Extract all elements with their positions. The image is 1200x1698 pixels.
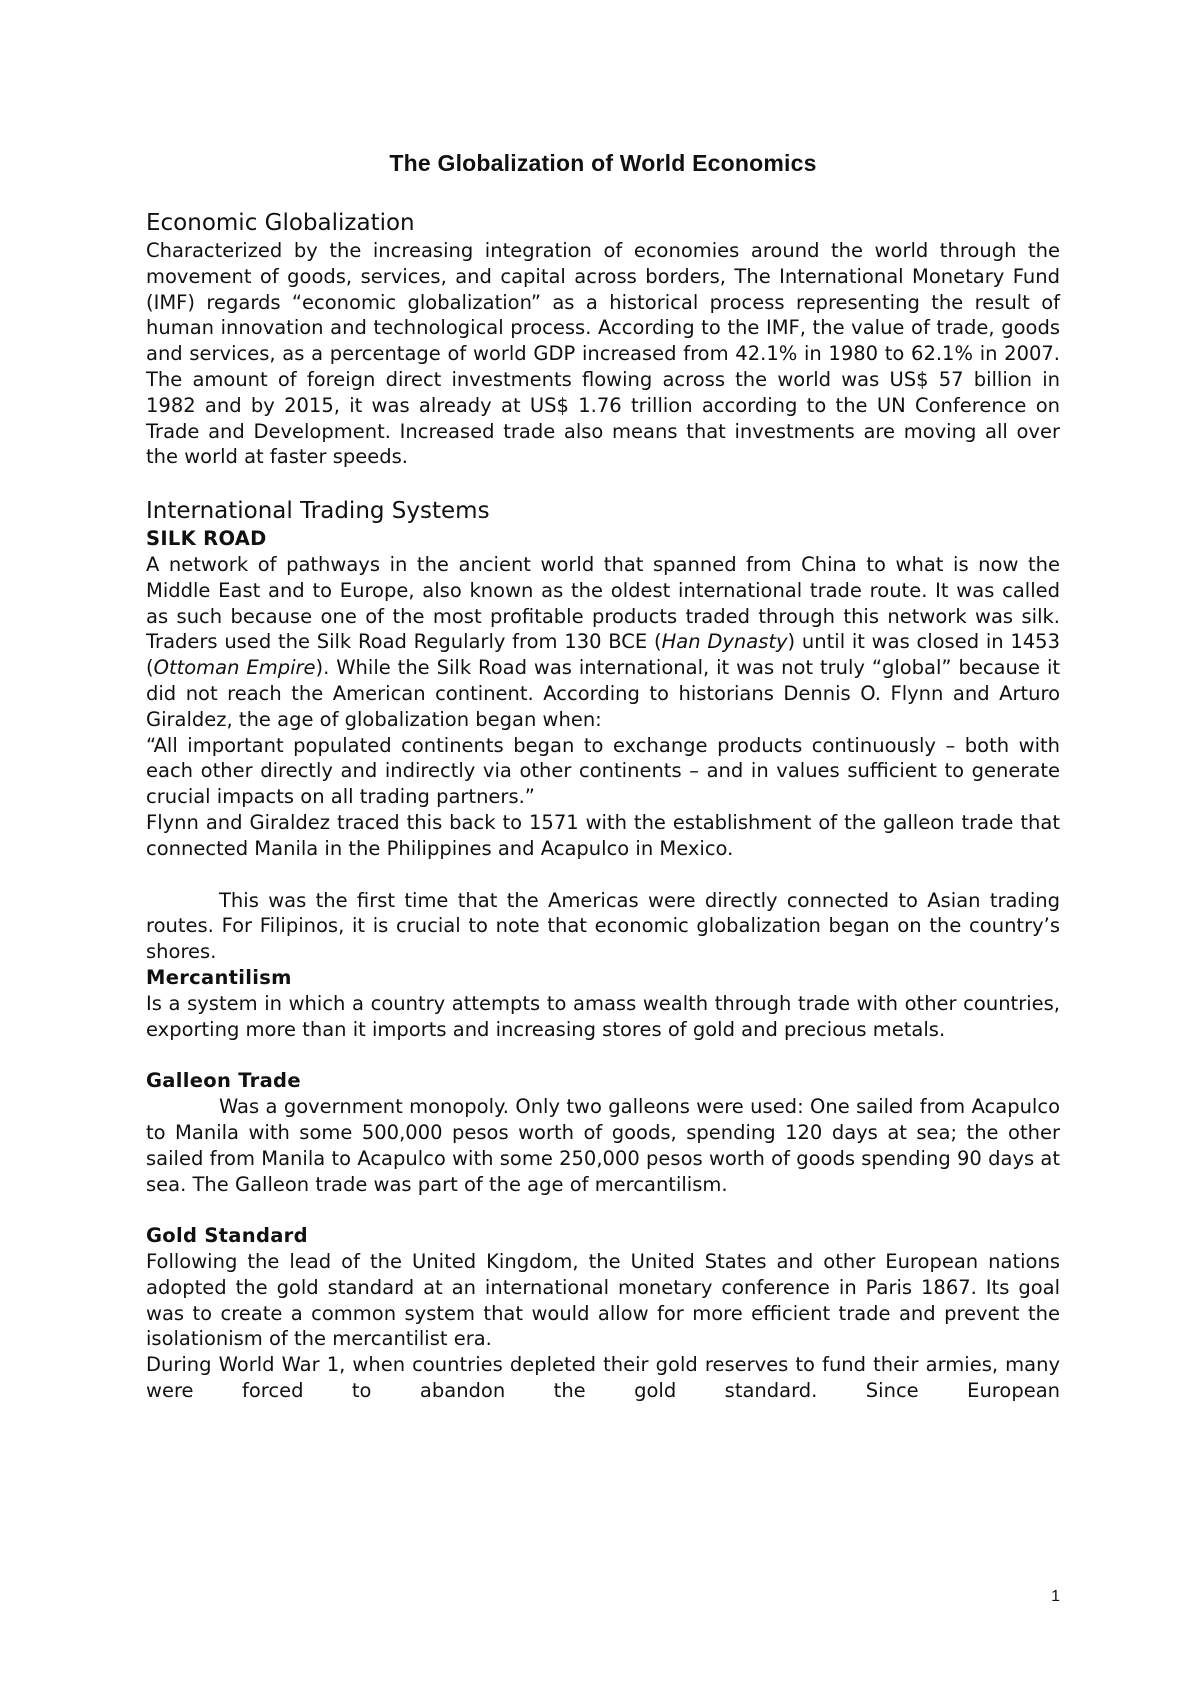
section-heading-economic-globalization: Economic Globalization <box>146 210 415 236</box>
silk-road-paragraph <box>146 552 1060 733</box>
galleon-origin-paragraph: Flynn and Giraldez traced this back to 1571 with the establishment of the galleon trade that connected Manila in the Philippines and Acapulco in Mexico. <box>146 810 1060 860</box>
section-heading-trading-systems: International Trading Systems <box>146 498 490 525</box>
document-title: The Globalization of World Economics <box>389 150 817 176</box>
silk-road-text-part1: A network of pathways in the ancient world that spanned from China to what is now the Middle East and to Europe, also known as the oldest international trade route. It was called as such because one of the most profitable products traded through this network was silk. Traders used the Silk Road Regularly from 130 BCE ( <box>146 552 1060 654</box>
first-time-paragraph: This was the first time that the Americas were directly connected to Asian trading routes. For Filipinos, it is crucial to note that economic globalization began on the country’s shores. <box>146 888 1060 964</box>
subheading-galleon-trade: Galleon Trade <box>146 1069 301 1093</box>
document-body <box>146 208 1060 1404</box>
subheading-mercantilism: Mercantilism <box>146 965 292 989</box>
subheading-gold-standard: Gold Standard <box>146 1224 308 1248</box>
ottoman-empire-term: Ottoman Empire <box>153 656 316 680</box>
galleon-trade-paragraph: Was a government monopoly. Only two galleons were used: One sailed from Acapulco to Manila with some 500,000 pesos worth of goods, spending 120 days at sea; the other sailed from Manila to Acapulco with some 250,000 pesos worth of goods spending 90 days at sea. The Galleon trade was part of the age of mercantilism. <box>146 1095 1060 1196</box>
page-number: 1 <box>1051 1588 1060 1605</box>
han-dynasty-term: Han Dynasty <box>661 630 788 654</box>
silk-road-text-part2: ) until it was closed in 1453 ( <box>146 630 1060 680</box>
flynn-giraldez-quote: “All important populated continents began to exchange products continuously – both with each other directly and indirectly via other continents – and in values sufficient to generate crucial impacts on all trading partners.” <box>146 733 1060 809</box>
gold-standard-paragraph-1: Following the lead of the United Kingdom, the United States and other European nations adopted the gold standard at an international monetary conference in Paris 1867. Its goal was to create a common system that would allow for more efficient trade and prevent the isolationism of the mercantilist era. <box>146 1250 1060 1351</box>
silk-road-text-part3: ). While the Silk Road was international, it was not truly “global” because it did not reach the American continent. According to historians Dennis O. Flynn and Arturo Giraldez, the age of globalization began when: <box>146 656 1061 731</box>
subheading-silk-road: SILK ROAD <box>146 527 267 551</box>
economic-globalization-paragraph: Characterized by the increasing integration of economies around the world through the movement of goods, services, and capital across borders, The International Monetary Fund (IMF) regards “economic globalization” as a historical process representing the result of human innovation and technological process. According to the IMF, the value of trade, goods and services, as a percentage of world GDP increased from 42.1% in 1980 to 62.1% in 2007. The amount of foreign direct investments flowing across the world was US$ 57 billion in 1982 and by 2015, it was already at US$ 1.76 trillion according to the UN Conference on Trade and Development. Increased trade also means that investments are moving all over the world at faster speeds. <box>146 239 1060 469</box>
gold-standard-paragraph-2: During World War 1, when countries depleted their gold reserves to fund their armies, many were forced to abandon the gold standard. Since European <box>146 1353 1060 1403</box>
mercantilism-paragraph: Is a system in which a country attempts to amass wealth through trade with other countries, exporting more than it imports and increasing stores of gold and precious metals. <box>146 991 1060 1041</box>
document-page <box>146 0 1060 1698</box>
